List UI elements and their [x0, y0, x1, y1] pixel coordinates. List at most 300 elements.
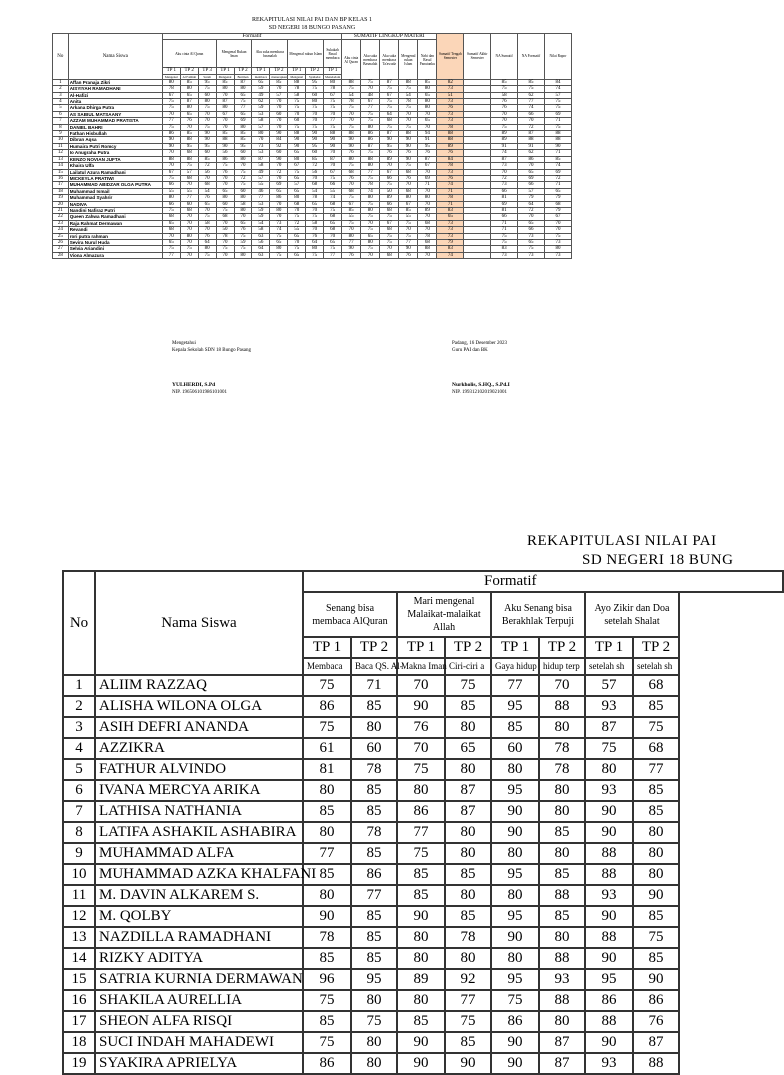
- score-cell: 65: [162, 220, 180, 226]
- row-number: 19: [63, 1053, 95, 1074]
- score-cell: 95: [198, 143, 216, 149]
- score-cell: 80: [539, 927, 585, 948]
- score-cell: 70: [180, 182, 198, 188]
- score-cell: 77: [324, 118, 342, 124]
- score-cell: 88: [399, 131, 418, 137]
- score-cell: 90: [397, 1032, 445, 1053]
- score-cell: 65: [418, 118, 437, 124]
- student-name: NAZDILLA RAMADHANI: [95, 927, 303, 948]
- score-cell: 58: [491, 92, 518, 98]
- score-cell: 80: [397, 990, 445, 1011]
- score-cell: 88: [539, 885, 585, 906]
- score-cell: 56: [198, 169, 216, 175]
- score-cell: 85: [180, 131, 198, 137]
- score-cell: 95: [491, 864, 539, 885]
- score-cell: 70: [180, 124, 198, 130]
- score-cell: 70: [270, 214, 288, 220]
- score-cell: 85: [216, 79, 234, 85]
- score-cell: 73: [544, 252, 571, 258]
- score-cell: 88: [418, 246, 437, 252]
- score-cell: 58: [198, 220, 216, 226]
- score-cell: 75: [380, 239, 399, 245]
- score-cell: 80: [234, 86, 252, 92]
- score-cell: 74: [437, 182, 464, 188]
- score-cell: 75: [380, 86, 399, 92]
- score-cell: 68: [288, 201, 306, 207]
- score-cell: 80: [397, 927, 445, 948]
- row-number: 15: [63, 969, 95, 990]
- score-cell: 70: [198, 111, 216, 117]
- score-cell: 68: [399, 169, 418, 175]
- score-cell: 95: [491, 969, 539, 990]
- score-cell: 68: [198, 182, 216, 188]
- row-number: 26: [53, 239, 69, 245]
- score-cell: 75: [399, 163, 418, 169]
- score-cell: 90: [491, 1032, 539, 1053]
- score-cell: 70: [324, 111, 342, 117]
- score-cell: 57: [585, 675, 633, 696]
- table-row: [63, 843, 783, 864]
- score-cell: 75: [270, 233, 288, 239]
- tp-description: membaca: [252, 74, 270, 79]
- score-cell: 75: [544, 99, 571, 105]
- score-cell: 65: [324, 239, 342, 245]
- recap-sheet-zoomed: [0, 520, 768, 1071]
- score-cell: 95: [306, 143, 324, 149]
- score-cell: 90: [380, 137, 399, 143]
- score-cell: 70: [270, 105, 288, 111]
- student-name: Khaira Ulfa: [68, 163, 162, 169]
- score-cell: 70: [361, 252, 380, 258]
- score-cell: 80: [162, 195, 180, 201]
- score-cell: 75: [234, 99, 252, 105]
- row-number: 27: [53, 246, 69, 252]
- score-cell: 88: [288, 131, 306, 137]
- score-cell: 75: [198, 105, 216, 111]
- score-cell: 70: [544, 227, 571, 233]
- score-cell: 80: [399, 195, 418, 201]
- score-cell: 75: [361, 150, 380, 156]
- score-cell: 94: [418, 131, 437, 137]
- score-cell: 90: [397, 1053, 445, 1074]
- score-cell: 75: [180, 246, 198, 252]
- score-cell: 86: [351, 864, 397, 885]
- score-cell: 70: [162, 150, 180, 156]
- score-cell: 80: [306, 246, 324, 252]
- score-cell: 76: [397, 717, 445, 738]
- row-number: 5: [53, 105, 69, 111]
- score-cell: 70: [216, 124, 234, 130]
- tp-label: TP 1: [216, 68, 234, 74]
- score-cell: 76: [491, 105, 518, 111]
- score-cell: 88: [324, 131, 342, 137]
- score-cell: 66: [518, 111, 545, 117]
- score-cell: 85: [491, 717, 539, 738]
- student-name: Muhammad Syahrir: [68, 195, 162, 201]
- table-row: [63, 885, 783, 906]
- score-cell: 68: [399, 188, 418, 194]
- score-cell: 59: [252, 207, 270, 213]
- score-cell: 72: [306, 163, 324, 169]
- score-cell: 89: [437, 143, 464, 149]
- score-cell: 80: [351, 990, 397, 1011]
- score-cell: 53: [252, 111, 270, 117]
- score-cell: 90: [585, 948, 633, 969]
- student-name: Nandini Nafiraz Putri: [68, 207, 162, 213]
- tp-label: TP 1: [303, 637, 351, 658]
- score-cell: 70: [399, 111, 418, 117]
- score-cell: 80: [234, 195, 252, 201]
- score-cell: 75: [380, 233, 399, 239]
- score-cell: 70: [162, 111, 180, 117]
- score-cell: 68: [342, 169, 361, 175]
- score-cell: 56: [252, 239, 270, 245]
- score-cell: 60: [198, 150, 216, 156]
- score-cell: 56: [216, 150, 234, 156]
- score-cell: 87: [361, 143, 380, 149]
- score-cell: 70: [380, 163, 399, 169]
- score-cell: 66: [162, 182, 180, 188]
- score-cell: 95: [491, 906, 539, 927]
- score-cell: 75: [162, 207, 180, 213]
- score-cell: 70: [270, 86, 288, 92]
- tp-label: TP 2: [633, 637, 679, 658]
- score-cell: 70: [418, 252, 437, 258]
- score-cell: 87: [539, 1053, 585, 1074]
- col-no: No: [53, 34, 69, 80]
- score-cell: 64: [252, 246, 270, 252]
- row-number: 6: [53, 111, 69, 117]
- score-cell: 70: [324, 233, 342, 239]
- student-name: Dibran Aqsa: [68, 137, 162, 143]
- score-cell: 80: [234, 207, 252, 213]
- table-row: [63, 696, 783, 717]
- score-cell: 84: [437, 156, 464, 162]
- tp-label: TP 1: [162, 68, 180, 74]
- score-cell: 55: [180, 188, 198, 194]
- tp-label: TP 1: [491, 637, 539, 658]
- score-cell: 78: [539, 759, 585, 780]
- score-cell: 67: [380, 169, 399, 175]
- score-cell: 75: [306, 86, 324, 92]
- score-cell: 77: [399, 239, 418, 245]
- score-cell: 75: [342, 86, 361, 92]
- score-cell: 88: [361, 156, 380, 162]
- score-cell: 80: [288, 195, 306, 201]
- score-cell: 95: [380, 143, 399, 149]
- score-cell: 80: [397, 780, 445, 801]
- student-name: LATIFA ASHAKIL ASHABIRA: [95, 822, 303, 843]
- score-cell: 88: [585, 864, 633, 885]
- table-row: [53, 252, 572, 258]
- score-cell: 77: [491, 675, 539, 696]
- score-cell: 60: [180, 201, 198, 207]
- score-cell: 85: [397, 885, 445, 906]
- score-cell: 65: [234, 220, 252, 226]
- score-cell: 72: [270, 169, 288, 175]
- score-cell: 85: [351, 906, 397, 927]
- score-cell: 78: [539, 738, 585, 759]
- score-cell: 60: [351, 738, 397, 759]
- tp-description: menerapkan: [271, 74, 287, 79]
- score-cell: 68: [544, 201, 571, 207]
- score-cell: 75: [198, 214, 216, 220]
- score-cell: 70: [216, 182, 234, 188]
- tp-description: Mengenal: [216, 74, 234, 79]
- score-cell: 90: [342, 143, 361, 149]
- score-cell: 92: [445, 969, 491, 990]
- score-cell: 90: [324, 143, 342, 149]
- score-cell: 70: [418, 111, 437, 117]
- score-cell: 90: [399, 246, 418, 252]
- score-cell: 65: [306, 201, 324, 207]
- score-cell: 80: [234, 156, 252, 162]
- score-cell: 89: [491, 131, 518, 137]
- score-cell: 75: [491, 86, 518, 92]
- score-cell: 76: [633, 1011, 679, 1032]
- score-cell: 85: [445, 696, 491, 717]
- score-cell: 80: [342, 156, 361, 162]
- score-cell: 88: [585, 843, 633, 864]
- table-row: [63, 1053, 783, 1074]
- tp-label: TP 1: [288, 68, 306, 74]
- row-number: 7: [53, 118, 69, 124]
- score-cell: 77: [324, 252, 342, 258]
- score-cell: 55: [162, 188, 180, 194]
- score-cell: 80: [234, 124, 252, 130]
- score-cell: 75: [288, 169, 306, 175]
- row-number: 17: [63, 1011, 95, 1032]
- score-cell: 65: [324, 220, 342, 226]
- student-name: Humaira Putri Romcy: [68, 143, 162, 149]
- row-number: 15: [53, 169, 69, 175]
- score-cell: 85: [351, 780, 397, 801]
- score-cell: 64: [380, 111, 399, 117]
- table-row: [63, 759, 783, 780]
- score-cell: 46: [252, 188, 270, 194]
- sumatif-group: Aku suka membaca Basmalah: [361, 40, 380, 79]
- score-cell: 75: [288, 246, 306, 252]
- score-cell: 65: [288, 233, 306, 239]
- signature-teacher: Padang, 16 Desember 2023 Guru PAI dan BK Nurkholis, S.HQ., S.Pd.I NIP. 199312102019021001: [452, 341, 510, 395]
- score-cell: 76: [342, 252, 361, 258]
- row-number: 12: [63, 906, 95, 927]
- score-cell: 68: [380, 252, 399, 258]
- score-cell: 90: [585, 906, 633, 927]
- row-number: 11: [53, 143, 69, 149]
- score-cell: 80: [361, 195, 380, 201]
- score-cell: 70: [198, 207, 216, 213]
- score-cell: 88: [585, 927, 633, 948]
- table-row: [63, 675, 783, 696]
- score-cell: 70: [518, 118, 545, 124]
- score-cell: 58: [234, 201, 252, 207]
- score-cell: 88: [180, 156, 198, 162]
- score-cell: 88: [180, 137, 198, 143]
- score-cell: 80: [324, 79, 342, 85]
- score-cell: 75: [380, 214, 399, 220]
- score-cell: 90: [324, 137, 342, 143]
- score-cell: 80: [445, 948, 491, 969]
- score-cell: 88: [437, 137, 464, 143]
- score-cell: 90: [270, 131, 288, 137]
- score-cell: 60: [491, 738, 539, 759]
- score-cell: 80: [539, 780, 585, 801]
- tp-description: hidup terp: [539, 658, 585, 675]
- score-cell: 68: [324, 201, 342, 207]
- score-cell: 87: [491, 156, 518, 162]
- table-row: [63, 780, 783, 801]
- score-cell: 75: [162, 175, 180, 181]
- score-cell: 89: [491, 137, 518, 143]
- score-cell: 85: [216, 131, 234, 137]
- score-cell: 80: [180, 86, 198, 92]
- score-cell: 87: [633, 1032, 679, 1053]
- score-cell: 80: [361, 239, 380, 245]
- tp-description: setelah sh: [633, 658, 679, 675]
- score-cell: 85: [399, 207, 418, 213]
- col-sumatif-akhir: Sumatif Akhir Semester: [464, 34, 491, 80]
- score-cell: 95: [351, 969, 397, 990]
- student-name: MUHAMMAD ABIDZAR OLGA PUTRA: [68, 182, 162, 188]
- score-cell: 80: [418, 195, 437, 201]
- score-cell: 70: [216, 118, 234, 124]
- score-cell: 80: [445, 717, 491, 738]
- score-cell: 75: [361, 111, 380, 117]
- score-cell: 70: [270, 118, 288, 124]
- score-cell: 65: [518, 169, 545, 175]
- tp-label: TP 2: [234, 68, 252, 74]
- score-cell: 70: [399, 182, 418, 188]
- score-cell: 85: [397, 1011, 445, 1032]
- score-cell: 93: [585, 1053, 633, 1074]
- score-cell: 75: [491, 990, 539, 1011]
- score-cell: 68: [633, 675, 679, 696]
- score-cell: 66: [518, 227, 545, 233]
- score-cell: 90: [288, 137, 306, 143]
- score-cell: 68: [180, 207, 198, 213]
- score-cell: 67: [288, 163, 306, 169]
- score-cell: 85: [306, 156, 324, 162]
- score-cell: 70: [216, 92, 234, 98]
- score-cell: 70: [397, 738, 445, 759]
- score-cell: 65: [418, 92, 437, 98]
- row-number: 6: [63, 780, 95, 801]
- student-name: MUHAMMAD ALFA: [95, 843, 303, 864]
- student-name: SYAKIRA APRIELYA: [95, 1053, 303, 1074]
- score-cell: 65: [234, 92, 252, 98]
- score-cell: 80: [361, 207, 380, 213]
- student-name: M. QOLBY: [95, 906, 303, 927]
- score-cell: 61: [303, 738, 351, 759]
- score-cell: 80: [418, 99, 437, 105]
- score-cell: 75: [198, 252, 216, 258]
- score-cell: 80: [252, 131, 270, 137]
- score-cell: 71: [544, 150, 571, 156]
- student-name: Revandi: [68, 227, 162, 233]
- score-cell: 85: [491, 79, 518, 85]
- student-name: ALISHA WILONA OLGA: [95, 696, 303, 717]
- student-name: AZZAM MUHAMMAD PRATISTA: [68, 118, 162, 124]
- score-cell: 73: [491, 252, 518, 258]
- score-cell: 57: [180, 169, 198, 175]
- score-cell: 75: [544, 124, 571, 130]
- score-cell: 77: [303, 843, 351, 864]
- score-cell: 80: [303, 780, 351, 801]
- score-cell: 70: [539, 675, 585, 696]
- sheet1-title: REKAPITULASI NILAI PAI DAN BP KELAS 1: [252, 17, 372, 23]
- score-cell: 65: [445, 738, 491, 759]
- score-cell: 75: [342, 163, 361, 169]
- score-cell: 88: [216, 137, 234, 143]
- score-cell: 75: [399, 86, 418, 92]
- score-cell: 80: [198, 99, 216, 105]
- score-cell: 85: [351, 696, 397, 717]
- score-cell: 53: [252, 150, 270, 156]
- score-cell: 57: [252, 175, 270, 181]
- score-cell: 75: [162, 246, 180, 252]
- score-cell: 75: [399, 124, 418, 130]
- score-cell: 77: [361, 169, 380, 175]
- score-cell: 75: [342, 124, 361, 130]
- score-cell: 70: [180, 239, 198, 245]
- student-name: IVANA MERCYA ARIKA: [95, 780, 303, 801]
- score-cell: 55: [324, 188, 342, 194]
- score-cell: 87: [180, 99, 198, 105]
- score-cell: 85: [539, 822, 585, 843]
- score-cell: 95: [306, 79, 324, 85]
- score-cell: 71: [491, 227, 518, 233]
- row-number: 14: [63, 948, 95, 969]
- score-cell: 79: [518, 195, 545, 201]
- score-cell: 70: [216, 220, 234, 226]
- score-cell: 67: [324, 169, 342, 175]
- score-cell: 87: [539, 1032, 585, 1053]
- tp-label: TP 2: [270, 68, 288, 74]
- score-cell: 73: [437, 86, 464, 92]
- score-cell: 72: [491, 175, 518, 181]
- score-cell: 57: [288, 182, 306, 188]
- score-cell: 75: [544, 233, 571, 239]
- table-row: [63, 927, 783, 948]
- student-name: KENZO NOVIAN JUFTA: [68, 156, 162, 162]
- score-cell: 68: [306, 182, 324, 188]
- student-name: LATHISA NATHANIA: [95, 801, 303, 822]
- score-cell: 80: [361, 124, 380, 130]
- score-cell: 69: [544, 169, 571, 175]
- row-number: 14: [53, 163, 69, 169]
- score-cell: 90: [633, 885, 679, 906]
- score-cell: 70: [491, 111, 518, 117]
- score-cell: 70: [216, 175, 234, 181]
- col-no: No: [63, 571, 95, 675]
- score-cell: 90: [585, 1032, 633, 1053]
- principal-name: YULHERDI, S.Pd: [172, 382, 216, 388]
- score-cell: 76: [198, 195, 216, 201]
- row-number: 13: [53, 156, 69, 162]
- score-cell: 78: [437, 163, 464, 169]
- row-number: 10: [53, 137, 69, 143]
- score-cell: 78: [306, 195, 324, 201]
- score-cell: 76: [216, 169, 234, 175]
- score-cell: 54: [306, 188, 324, 194]
- score-cell: 80: [544, 246, 571, 252]
- score-cell: 77: [518, 99, 545, 105]
- score-cell: 76: [399, 252, 418, 258]
- score-cell: 75: [306, 252, 324, 258]
- score-cell: 66: [518, 182, 545, 188]
- score-cell: 72: [544, 175, 571, 181]
